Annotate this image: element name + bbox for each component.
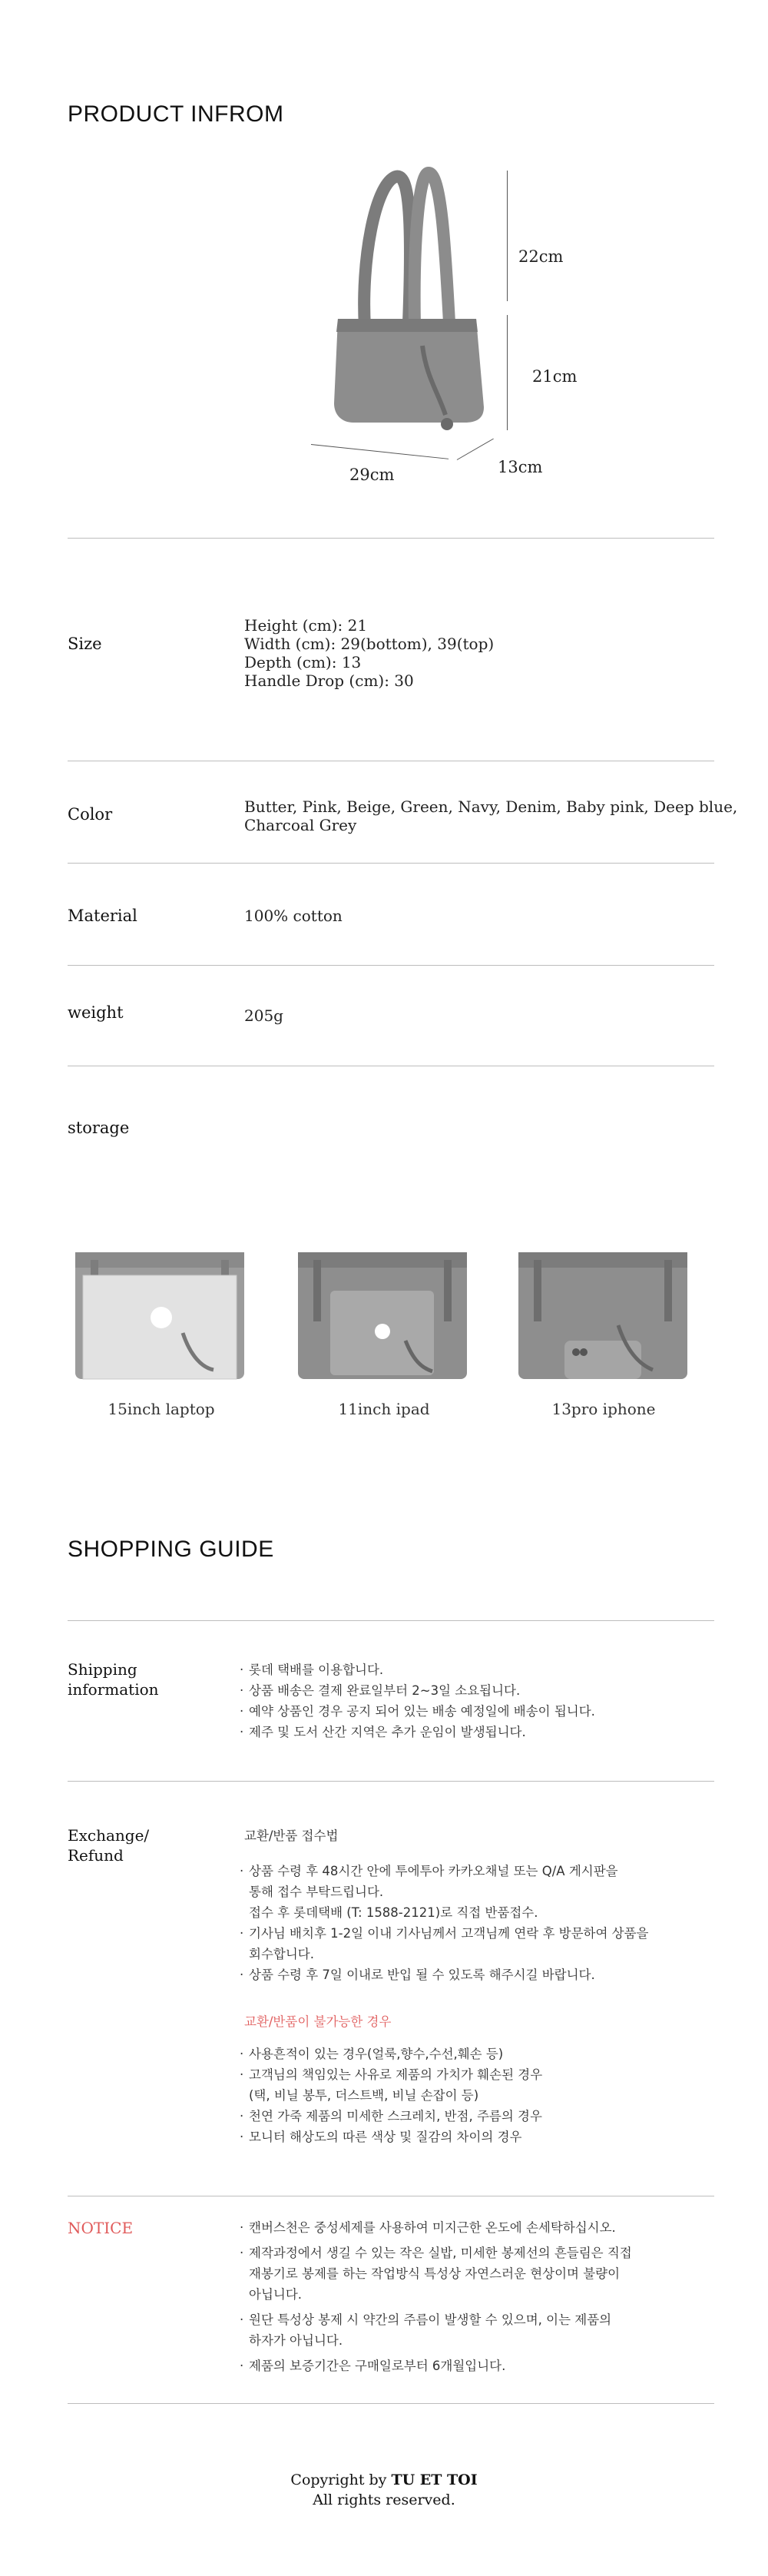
divider [68, 863, 714, 864]
dim-line-handle [507, 171, 508, 301]
list-item: · 상품 배송은 결제 완료일부터 2~3일 소요됩니다. [238, 1680, 730, 1701]
spec-label-storage: storage [68, 1119, 130, 1137]
dim-depth: 13cm [498, 458, 543, 476]
shipping-label: Shipping information [68, 1660, 159, 1699]
storage-image-ipad [290, 1241, 478, 1383]
list-item: · 제주 및 도서 산간 지역은 추가 운임이 발생됩니다. [238, 1722, 730, 1742]
exchange-label: Exchange/ Refund [68, 1826, 150, 1865]
dim-line-height [507, 315, 508, 430]
notice-label: NOTICE [68, 2219, 134, 2237]
list-item: · 제품의 보증기간은 구매일로부터 6개월입니다. [238, 2356, 730, 2376]
shipping-list [238, 1659, 730, 1742]
divider [68, 1620, 714, 1621]
list-item: · 롯데 택배를 이용합니다. [238, 1659, 730, 1680]
list-item: · 기사님 배치후 1-2일 이내 기사님께서 고객님께 연락 후 방문하여 상품을 회수합니다. [238, 1923, 730, 1964]
product-info-title: PRODUCT INFROM [68, 101, 284, 127]
list-item: · 상품 수령 후 7일 이내로 반입 될 수 있도록 해주시길 바랍니다. [238, 1964, 730, 1985]
storage-image-iphone [511, 1241, 699, 1383]
not-allowed-heading: 교환/반품이 불가능한 경우 [244, 2014, 392, 2029]
spec-label-size: Size [68, 635, 102, 653]
list-item: · 천연 가죽 제품의 미세한 스크레치, 반점, 주름의 경우 [238, 2106, 730, 2127]
list-item: · 사용흔적이 있는 경우(얼룩,향수,수선,훼손 등) [238, 2044, 730, 2064]
list-item: · 고객님의 책임있는 사유로 제품의 가치가 훼손된 경우 (택, 비닐 봉투, 더스트백, 비닐 손잡이 등) [238, 2064, 730, 2106]
footer-rights: All rights reserved. [313, 2491, 455, 2508]
storage-image-laptop [68, 1241, 256, 1383]
list-item: · 예약 상품인 경우 공지 되어 있는 배송 예정일에 배송이 됩니다. [238, 1701, 730, 1722]
divider [68, 965, 714, 966]
divider [68, 2403, 714, 2404]
exchange-heading: 교환/반품 접수법 [244, 1828, 339, 1843]
dim-height: 21cm [532, 367, 578, 386]
storage-caption-laptop: 15inch laptop [108, 1400, 215, 1418]
spec-value-weight: 205g [244, 1006, 283, 1025]
spec-label-color: Color [68, 805, 113, 824]
list-item: · 캔버스천은 중성세제를 사용하여 미지근한 온도에 손세탁하십시오. [238, 2217, 730, 2238]
divider [68, 1781, 714, 1782]
footer-brand: TU ET TOI [391, 2472, 478, 2488]
list-item: · 모니터 해상도의 따른 색상 및 질감의 차이의 경우 [238, 2127, 730, 2147]
spec-value-size: Height (cm): 21 Width (cm): 29(bottom), 39(top) Depth (cm): 13 Handle Drop (cm): 30 [244, 616, 495, 690]
exchange-list [238, 1861, 730, 1985]
not-allowed-list [238, 2044, 730, 2147]
footer: Copyright by TU ET TOI All rights reserved. [0, 2470, 768, 2510]
spec-label-material: Material [68, 907, 137, 925]
spec-value-color: Butter, Pink, Beige, Green, Navy, Denim, Baby pink, Deep blue, Charcoal Grey [244, 797, 738, 834]
dim-handle: 22cm [518, 247, 564, 266]
dim-width: 29cm [349, 466, 395, 484]
list-item: · 원단 특성상 봉제 시 약간의 주름이 발생할 수 있으며, 이는 제품의 하자가 아닙니다. [238, 2309, 730, 2351]
shopping-guide-title: SHOPPING GUIDE [68, 1537, 274, 1562]
storage-caption-ipad: 11inch ipad [338, 1400, 430, 1418]
spec-label-weight: weight [68, 1003, 124, 1022]
storage-caption-iphone: 13pro iphone [551, 1400, 656, 1418]
notice-list [238, 2217, 730, 2376]
list-item: · 상품 수령 후 48시간 안에 투에투아 카카오채널 또는 Q/A 게시판을 통해 접수 부탁드립니다. 접수 후 롯데택배 (T: 1588-2121)로 직접 반품접수. [238, 1861, 730, 1923]
divider [68, 538, 714, 539]
list-item: · 제작과정에서 생길 수 있는 작은 실밥, 미세한 봉제선의 흔들림은 직접 재봉기로 봉제를 하는 작업방식 특성상 자연스러운 현상이며 불량이 아닙니다. [238, 2243, 730, 2305]
spec-value-material: 100% cotton [244, 907, 343, 925]
